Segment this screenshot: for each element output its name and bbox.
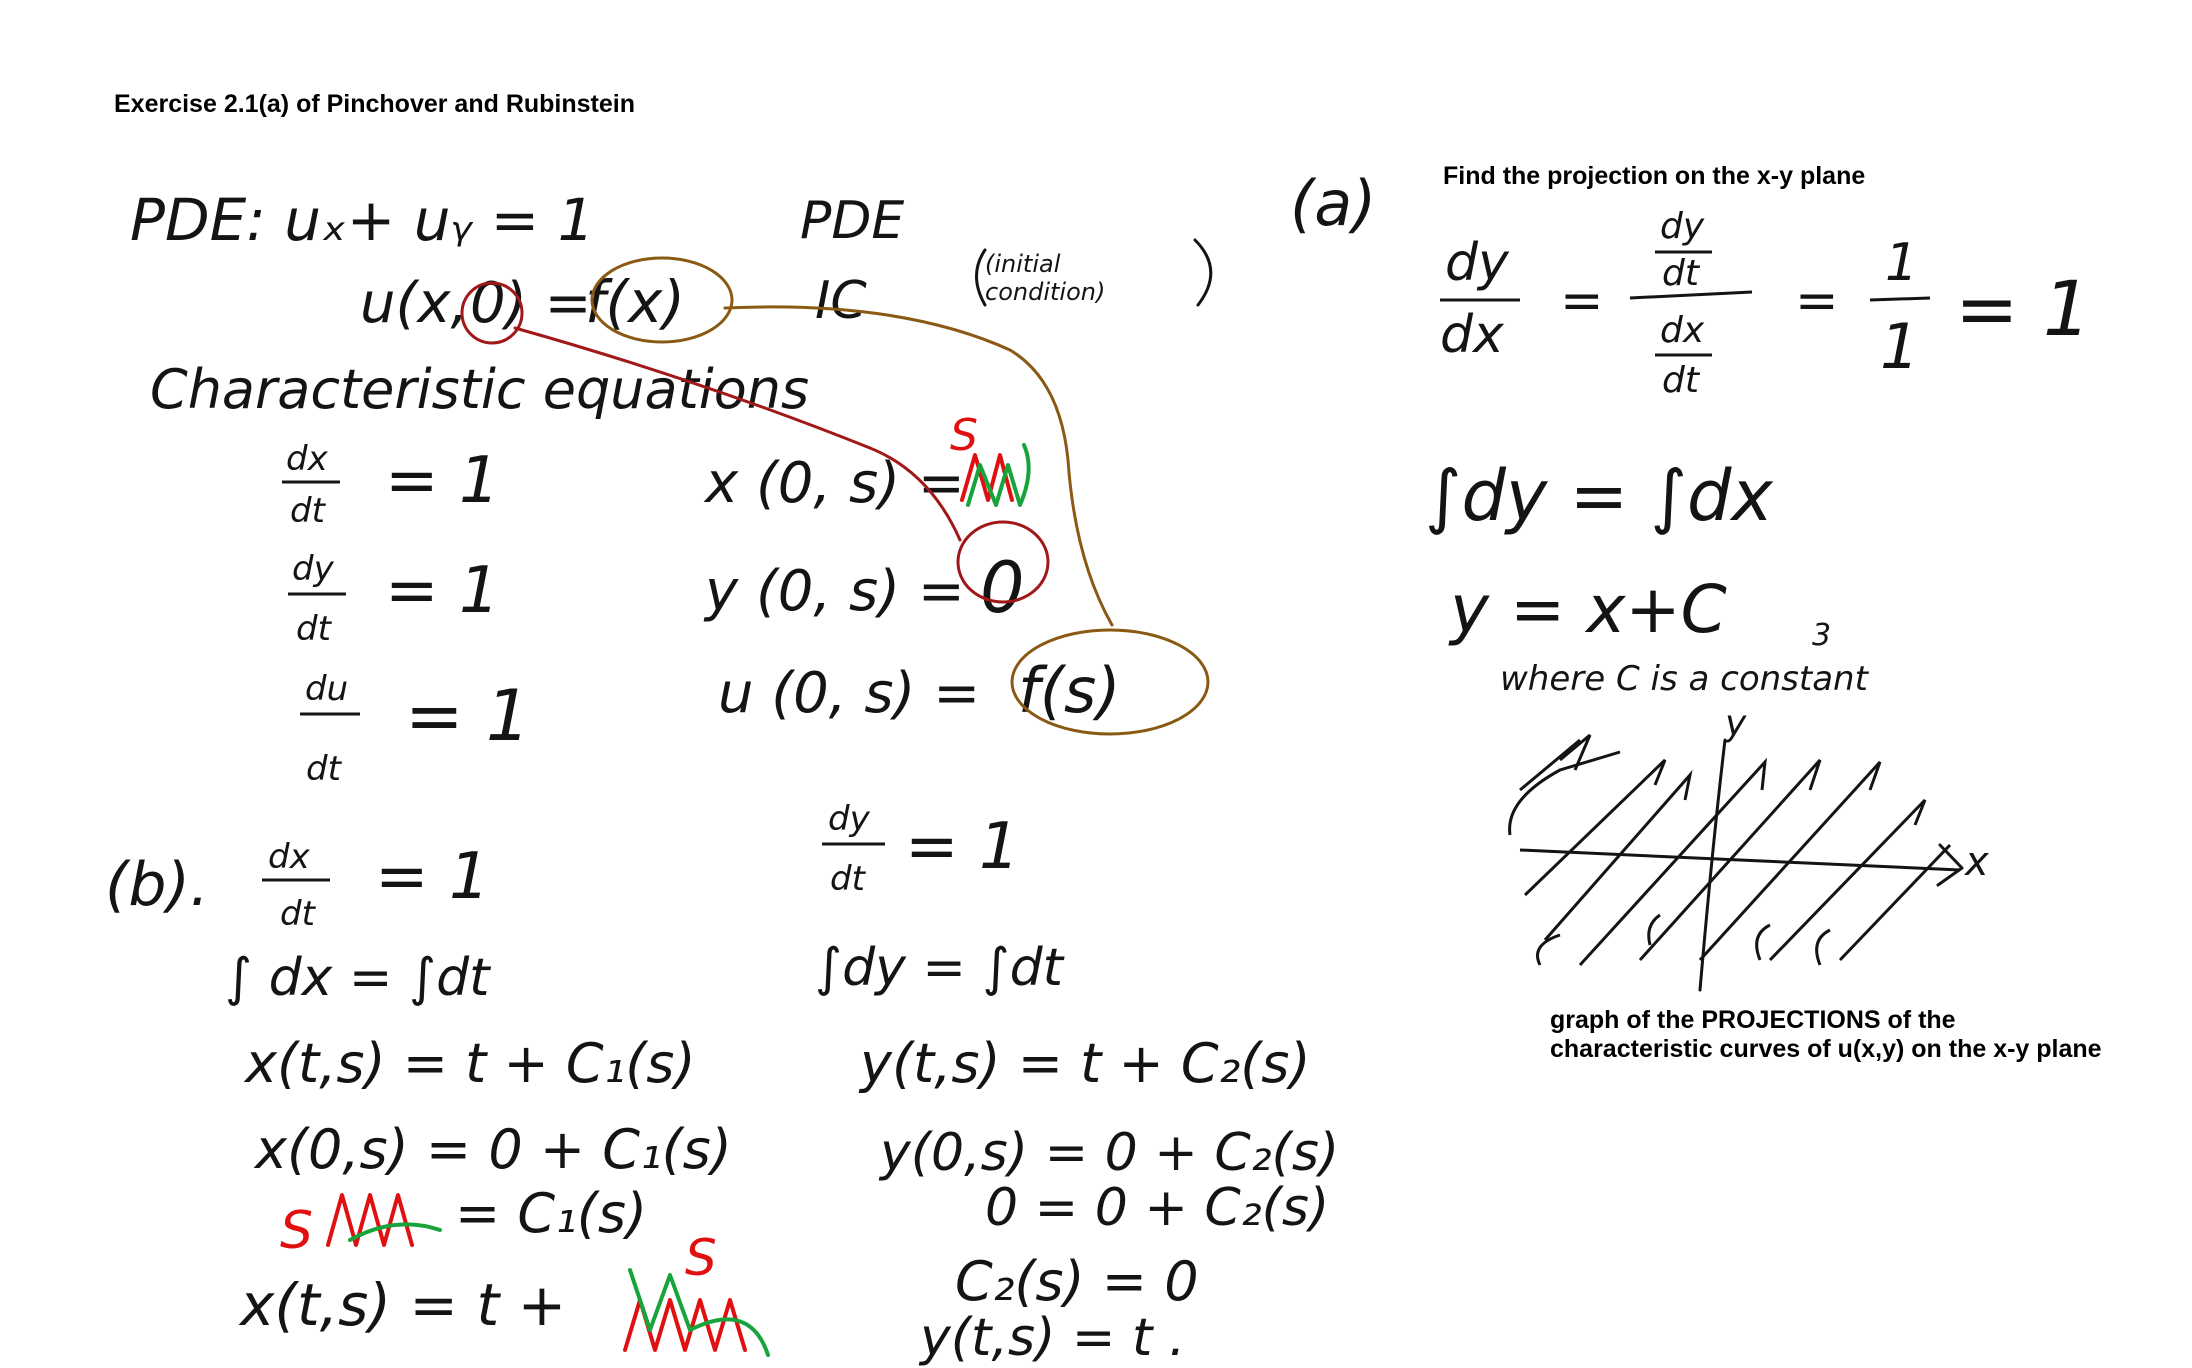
pde-equation: PDE: uₓ+ uᵧ = 1 <box>130 186 595 254</box>
init-u: u (0, s) = <box>718 661 981 726</box>
init-y-zero: 0 <box>980 547 1025 629</box>
ic-note-condition: condition) <box>985 278 1106 306</box>
svg-text:1: 1 <box>1880 310 1920 383</box>
projection-heading: Find the projection on the x-y plane <box>1443 162 1866 190</box>
one-over-one <box>1870 233 1930 383</box>
graph-caption: graph of the PROJECTIONS of the characteristic curves of u(x,y) on the x-y plane <box>1550 1006 2102 1063</box>
x-axis <box>1520 850 1960 870</box>
ic-note-paren-right <box>1195 240 1211 305</box>
y-axis-label: y <box>1725 703 1747 744</box>
b-right-line-6: y(t,s) = t . <box>920 1308 1186 1368</box>
ic-f-of-x: f(x) <box>585 268 685 336</box>
svg-text:= 1: = 1 <box>905 810 1020 884</box>
svg-text:dy: dy <box>1660 206 1705 247</box>
ic-label: IC <box>815 271 867 331</box>
part-b-block <box>105 799 1339 1368</box>
svg-text:dt: dt <box>296 609 331 649</box>
part-b-left <box>225 837 768 1355</box>
y-equals-x-plus-c: y = x+C <box>1450 571 1727 648</box>
ic-prefix: u(x, <box>360 271 469 336</box>
svg-text:dt: dt <box>290 491 325 531</box>
part-a-label: (a) <box>1290 167 1377 240</box>
char-eq-dx <box>282 439 500 531</box>
b-left-line-2: x(t,s) = t + C₁(s) <box>245 1032 696 1095</box>
eq-sign-2: = <box>1795 271 1839 331</box>
svg-text:du: du <box>305 669 349 709</box>
svg-text:dy: dy <box>828 799 870 839</box>
svg-text:dt: dt <box>1662 253 1699 294</box>
eq-sign-1: = <box>1560 271 1604 331</box>
svg-text:dx: dx <box>1660 310 1705 351</box>
y-axis <box>1700 740 1725 990</box>
svg-text:1: 1 <box>1885 233 1919 293</box>
ic-zero: 0 <box>470 271 506 336</box>
svg-text:dy: dy <box>292 549 334 589</box>
svg-text:dy: dy <box>1445 233 1509 293</box>
projection-graph <box>1510 703 1989 990</box>
b-right-line-2: y(t,s) = t + C₂(s) <box>860 1032 1311 1095</box>
page-title: Exercise 2.1(a) of Pinchover and Rubinstein <box>114 90 635 118</box>
svg-text:dt: dt <box>830 859 865 899</box>
svg-text:= 1: = 1 <box>375 840 490 914</box>
b-right-line-5: C₂(s) = 0 <box>955 1250 1199 1313</box>
b-correction-s-1: S <box>280 1201 314 1261</box>
svg-text:dx: dx <box>286 439 328 479</box>
b-correction-s-2: S <box>685 1229 717 1287</box>
scribble-red-b1 <box>328 1195 412 1245</box>
x-axis-label: x <box>1965 839 1989 885</box>
init-y: y (0, s) = <box>705 559 965 624</box>
svg-text:dt: dt <box>280 894 315 934</box>
init-x: x (0, s) = <box>705 451 965 516</box>
b-left-line-5: x(t,s) = t + <box>240 1271 567 1339</box>
correction-s-top: S <box>950 410 978 461</box>
b-right-line-1: ∫dy = ∫dt <box>815 938 1063 998</box>
init-u-f: f(s) <box>1018 654 1121 727</box>
pde-label: PDE <box>800 191 905 251</box>
integral-line: ∫dy = ∫dx <box>1425 455 1773 537</box>
eq-result: = 1 <box>1955 264 2092 353</box>
part-a-block <box>1290 167 2091 990</box>
b-left-line-3: x(0,s) = 0 + C₁(s) <box>255 1118 732 1181</box>
pde-block <box>130 186 1211 789</box>
dydx-fraction <box>1440 233 1520 365</box>
part-b-right <box>815 799 1339 1368</box>
b-left-line-4: = C₁(s) <box>455 1182 648 1245</box>
svg-text:dt: dt <box>306 749 341 789</box>
svg-text:dx: dx <box>1440 305 1504 365</box>
b-right-line-4: 0 = 0 + C₂(s) <box>985 1178 1330 1238</box>
svg-text:= 1: = 1 <box>385 554 500 628</box>
svg-text:= 1: = 1 <box>405 675 531 757</box>
svg-text:= 1: = 1 <box>385 444 500 518</box>
char-eq-du <box>300 669 530 789</box>
characteristic-lines <box>1510 735 1950 965</box>
characteristic-heading: Characteristic equations <box>150 358 810 421</box>
scribble-green-b1 <box>350 1224 440 1240</box>
char-eq-dy <box>288 549 500 649</box>
ic-note-initial: (initial <box>985 250 1061 278</box>
ic-close: ) = <box>505 271 592 336</box>
dydt-over-dxdt <box>1630 206 1752 401</box>
x-axis-arrow <box>1938 845 1962 885</box>
part-b-label: (b). <box>105 850 209 920</box>
b-right-line-3: y(0,s) = 0 + C₂(s) <box>880 1123 1340 1183</box>
ic-note-paren-left <box>977 250 986 305</box>
c-subscript: 3 <box>1812 618 1832 653</box>
constant-note: where C is a constant <box>1500 659 1868 699</box>
b-left-line-1: ∫ dx = ∫dt <box>225 948 490 1008</box>
svg-text:dt: dt <box>1662 360 1699 401</box>
svg-text:dx: dx <box>268 837 310 877</box>
